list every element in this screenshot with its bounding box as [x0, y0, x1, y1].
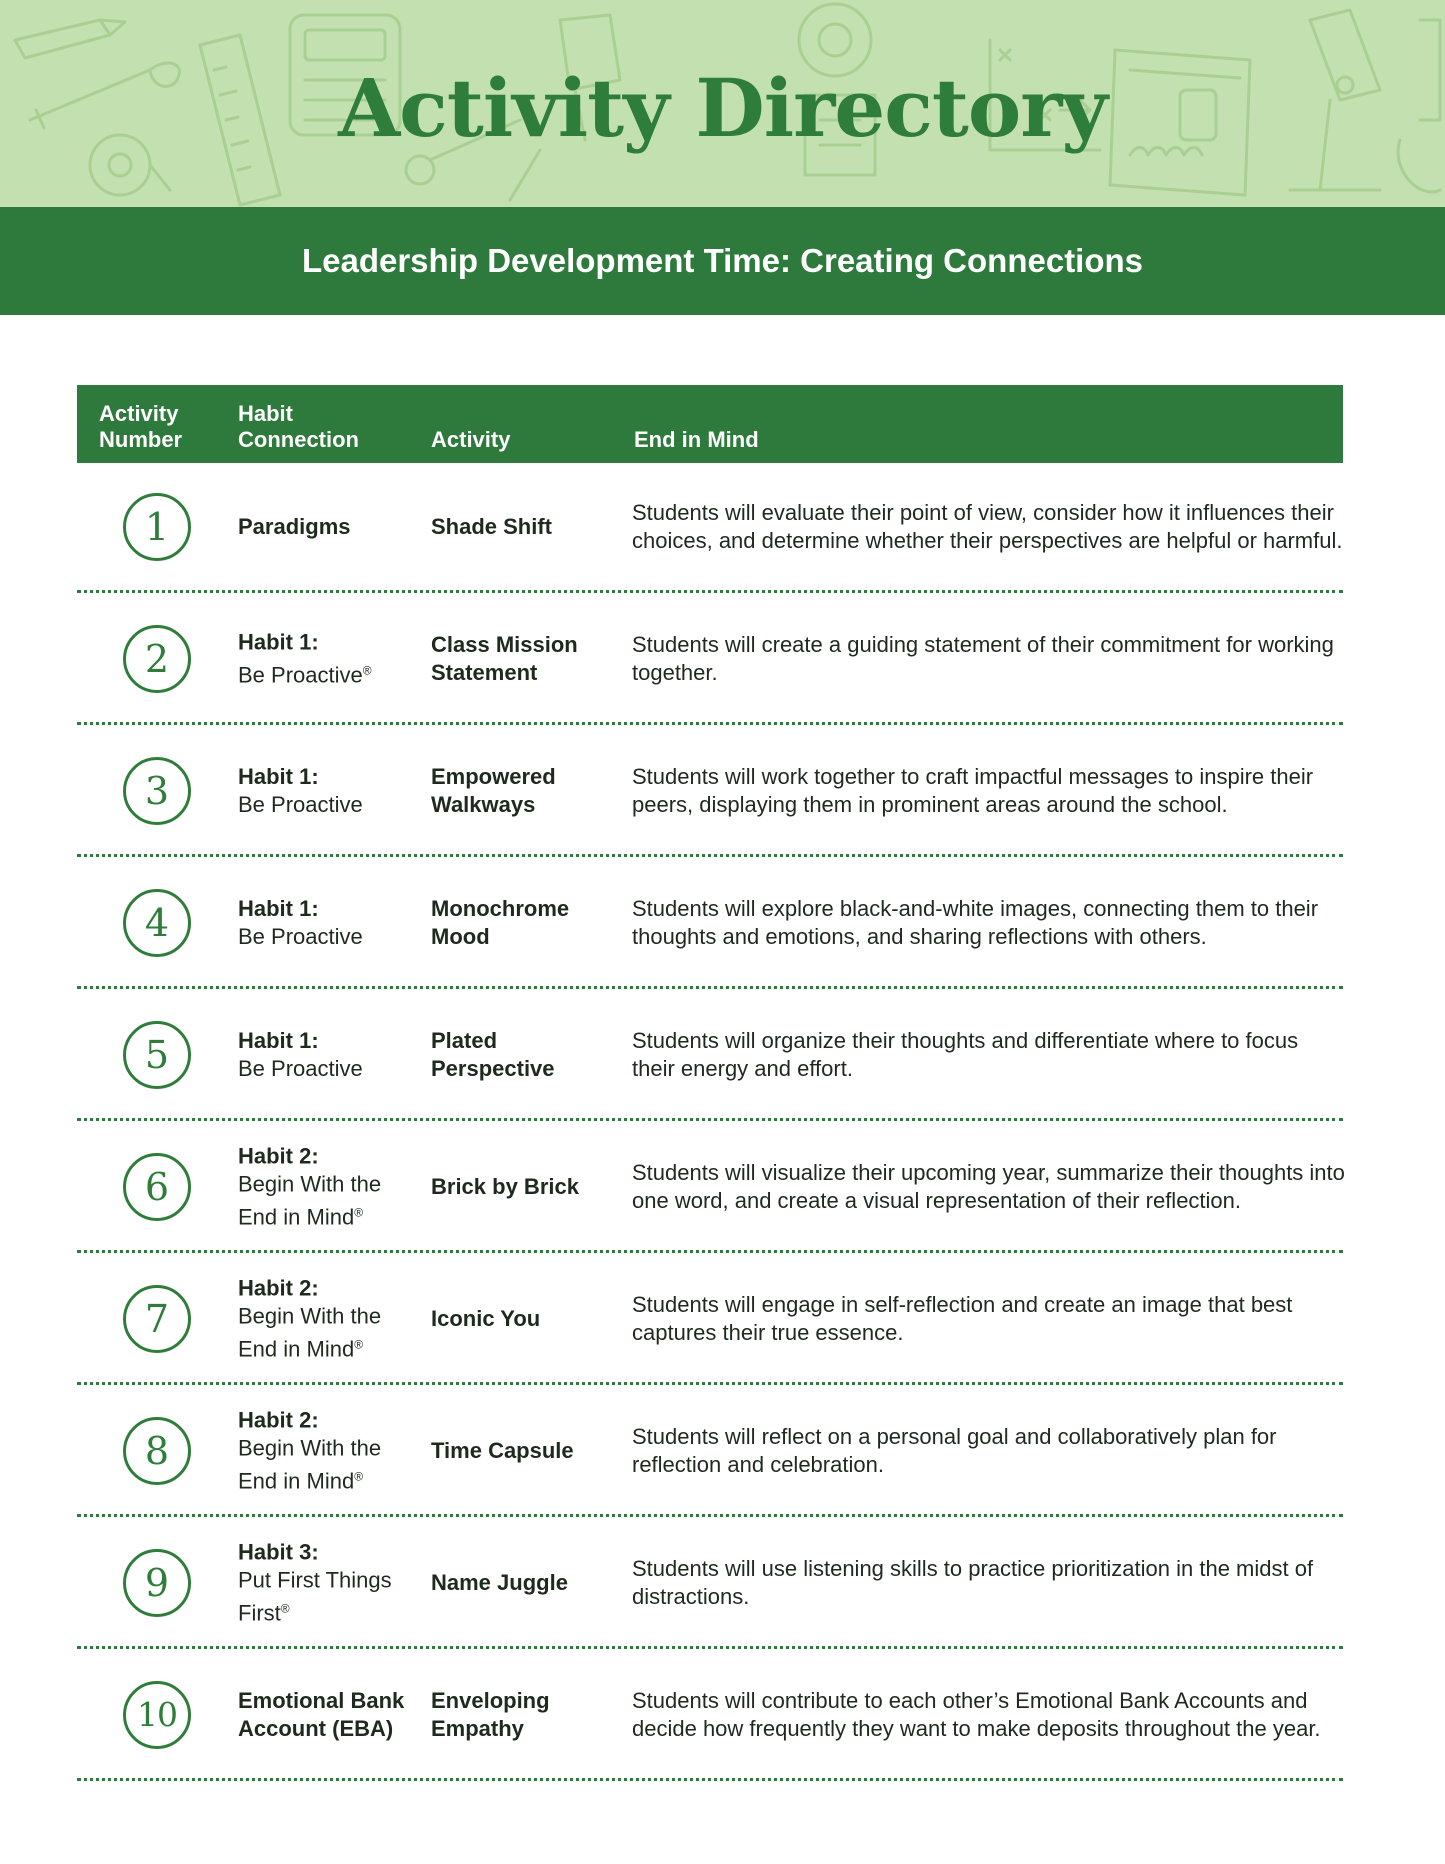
- header-banner: [0, 0, 1445, 207]
- activity-table: [77, 385, 1343, 1783]
- habit-title: Habit 1:: [238, 629, 319, 654]
- table-row: [77, 1651, 1343, 1781]
- activity-number-badge: 7: [123, 1285, 191, 1353]
- habit-connection: [238, 1274, 418, 1363]
- habit-title: Habit 1:: [238, 763, 319, 789]
- habit-title: Habit 2:: [238, 1275, 319, 1300]
- activity-name: Monochrome Mood: [431, 895, 570, 949]
- registered-mark: ®: [354, 1205, 364, 1219]
- activity-number-badge: 8: [123, 1417, 191, 1485]
- table-row: [77, 859, 1343, 989]
- habit-subtitle: Be Proactive: [238, 923, 363, 949]
- habit-connection: [238, 895, 418, 951]
- subtitle-band: [0, 207, 1445, 315]
- habit-subtitle: Be Proactive: [238, 791, 363, 817]
- header-activity-number-label: Activity Number: [99, 401, 183, 452]
- habit-subtitle: [238, 1170, 418, 1231]
- table-row: [77, 463, 1343, 593]
- pencil-doodle: [15, 20, 125, 58]
- table-row: [77, 595, 1343, 725]
- end-in-mind: Students will engage in self-reflection and create an image that best captures their true essence.: [632, 1291, 1293, 1345]
- activity-name: Enveloping Empathy: [431, 1687, 550, 1741]
- end-in-mind: Students will create a guiding statement of their commitment for working together.: [632, 631, 1334, 685]
- header-end-in-mind: End in Mind: [634, 427, 759, 452]
- habit-connection: [238, 513, 418, 541]
- activity-number-badge: 6: [123, 1153, 191, 1221]
- habit-title: Habit 3:: [238, 1539, 319, 1564]
- registered-mark: ®: [362, 663, 372, 677]
- activity-number-badge: 9: [123, 1549, 191, 1617]
- header-activity-number: [99, 401, 239, 453]
- activity-number-badge: 1: [123, 493, 191, 561]
- end-in-mind: Students will explore black-and-white images, connecting them to their thoughts and emotions, and sharing reflections with others.: [632, 895, 1319, 949]
- habit-title: Emotional Bank Account (EBA): [238, 1687, 405, 1741]
- habit-subtitle: [238, 1302, 418, 1363]
- habit-title: Habit 1:: [238, 1027, 319, 1053]
- activity-name: Empowered Walkways: [431, 763, 556, 817]
- activity-name: Iconic You: [431, 1305, 541, 1331]
- activity-number-badge: 4: [123, 889, 191, 957]
- registered-mark: ®: [354, 1469, 364, 1483]
- activity-number-badge: 2: [123, 625, 191, 693]
- activity-number-badge: 10: [123, 1681, 191, 1749]
- habit-connection: [238, 1687, 418, 1743]
- activity-name: Name Juggle: [431, 1569, 568, 1595]
- habit-subtitle: [238, 1566, 418, 1627]
- end-in-mind: Students will use listening skills to practice prioritization in the midst of distractions.: [632, 1555, 1314, 1609]
- habit-subtitle: [238, 1434, 418, 1495]
- header-habit-connection-label: Habit Connection: [238, 401, 359, 452]
- habit-connection: [238, 628, 418, 689]
- table-row: [77, 1387, 1343, 1517]
- header-activity: Activity: [431, 427, 511, 452]
- table-row: [77, 1519, 1343, 1649]
- registered-mark: ®: [280, 1601, 290, 1615]
- page-title: Activity Directory: [338, 61, 1107, 155]
- end-in-mind: Students will contribute to each other’s Emotional Bank Accounts and decide how frequently they want to make deposits throughout the year.: [632, 1687, 1321, 1741]
- activity-number-badge: 5: [123, 1021, 191, 1089]
- habit-subtitle-text: Begin With the End in Mind: [238, 1171, 382, 1229]
- habit-title: Habit 1:: [238, 895, 319, 921]
- habit-subtitle-text: Put First Things First: [238, 1567, 392, 1625]
- end-in-mind: Students will organize their thoughts and differentiate where to focus their energy and effort.: [632, 1027, 1299, 1081]
- activity-name: Time Capsule: [431, 1437, 574, 1463]
- habit-subtitle: [238, 656, 418, 689]
- habit-subtitle-text: Begin With the End in Mind: [238, 1303, 382, 1361]
- activity-name: Shade Shift: [431, 513, 553, 539]
- table-row: [77, 1255, 1343, 1385]
- table-row: [77, 727, 1343, 857]
- end-in-mind: Students will work together to craft impactful messages to inspire their peers, displaying them in prominent areas around the school.: [632, 763, 1314, 817]
- habit-connection: [238, 1406, 418, 1495]
- activity-name: Class Mission Statement: [431, 631, 578, 685]
- table-row: [77, 991, 1343, 1121]
- habit-subtitle-text: Be Proactive: [238, 662, 363, 687]
- habit-connection: [238, 1538, 418, 1627]
- habit-subtitle: Be Proactive: [238, 1055, 363, 1081]
- page-subtitle: Leadership Development Time: Creating Connections: [301, 242, 1144, 279]
- header-habit-connection: [238, 401, 408, 453]
- activity-name: Brick by Brick: [431, 1173, 579, 1199]
- end-in-mind: Students will evaluate their point of view, consider how it influences their choices, and determine whether their perspectives are helpful or harmful.: [632, 499, 1343, 553]
- end-in-mind: Students will visualize their upcoming year, summarize their thoughts into one word, and create a visual representation of their reflection.: [632, 1159, 1345, 1213]
- habit-connection: [238, 1142, 418, 1231]
- registered-mark: ®: [354, 1337, 364, 1351]
- table-header: [77, 385, 1343, 463]
- habit-title: Habit 2:: [238, 1143, 319, 1168]
- habit-subtitle-text: Begin With the End in Mind: [238, 1435, 382, 1493]
- end-in-mind: Students will reflect on a personal goal and collaboratively plan for reflection and celebration.: [632, 1423, 1277, 1477]
- habit-title: Habit 2:: [238, 1407, 319, 1432]
- activity-number-badge: 3: [123, 757, 191, 825]
- table-row: [77, 1123, 1343, 1253]
- habit-connection: [238, 763, 418, 819]
- habit-connection: [238, 1027, 418, 1083]
- habit-title: Paradigms: [238, 513, 351, 539]
- activity-name: Plated Perspective: [431, 1027, 555, 1081]
